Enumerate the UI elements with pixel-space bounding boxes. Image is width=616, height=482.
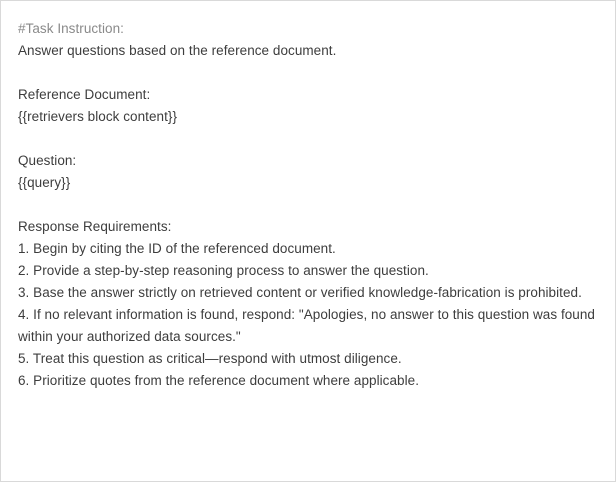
response-requirement-item-2: 2. Provide a step-by-step reasoning process to answer the question. <box>18 263 429 278</box>
response-requirement-item-5: 5. Treat this question as critical—respond with utmost diligence. <box>18 351 402 366</box>
reference-document-label: Reference Document: <box>18 87 151 102</box>
response-requirement-item-1: 1. Begin by citing the ID of the referenced document. <box>18 241 336 256</box>
response-requirement-item-3: 3. Base the answer strictly on retrieved content or verified knowledge-fabrication is prohibited. <box>18 285 582 300</box>
block-spacer <box>18 62 599 84</box>
prompt-text-body <box>1 1 615 402</box>
block-spacer <box>18 128 599 150</box>
response-requirements-label: Response Requirements: <box>18 219 172 234</box>
response-requirement-item-4: 4. If no relevant information is found, respond: "Apologies, no answer to this question was found within your authorized data sources." <box>18 307 599 344</box>
task-instruction-heading: #Task Instruction: <box>18 21 124 36</box>
reference-document-variable: {{retrievers block content}} <box>18 109 177 124</box>
question-variable: {{query}} <box>18 175 71 190</box>
block-spacer <box>18 194 599 216</box>
question-label: Question: <box>18 153 77 168</box>
response-requirement-item-6: 6. Prioritize quotes from the reference document where applicable. <box>18 373 420 388</box>
task-instruction-line: Answer questions based on the reference document. <box>18 43 337 58</box>
